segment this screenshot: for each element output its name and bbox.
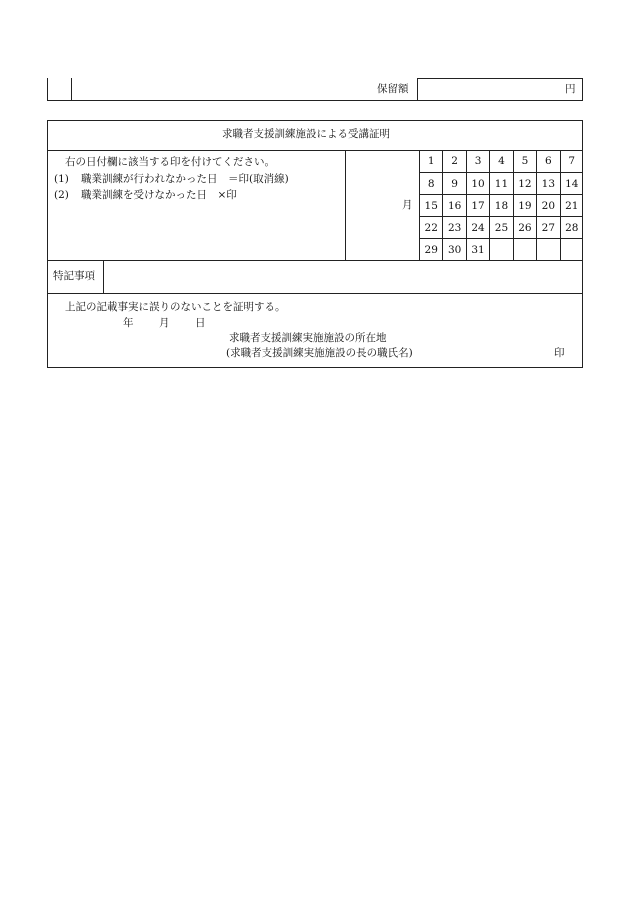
calendar-day-25: 25: [489, 216, 512, 238]
calendar-day-27: 27: [536, 216, 559, 238]
item2-number: (2): [54, 189, 69, 201]
calendar-day-6: 6: [536, 150, 559, 172]
month-label-date: 月: [159, 317, 170, 329]
calendar-day-5: 5: [513, 150, 536, 172]
calendar-day-21: 21: [560, 194, 583, 216]
calendar-grid: [419, 150, 583, 260]
calendar-empty-cell: [489, 238, 512, 260]
calendar-day-30: 30: [442, 238, 465, 260]
calendar-day-4: 4: [489, 150, 512, 172]
calendar-day-3: 3: [466, 150, 489, 172]
special-notes-divider: [103, 260, 104, 293]
facility-address-label: 求職者支援訓練実施施設の所在地: [229, 332, 387, 344]
calendar-day-26: 26: [513, 216, 536, 238]
item1-text: 職業訓練が行われなかった日 ＝印(取消線): [81, 173, 289, 185]
year-label: 年: [123, 317, 134, 329]
calendar-day-31: 31: [466, 238, 489, 260]
special-bottom-divider: [47, 293, 583, 294]
instruction-divider: [345, 150, 346, 260]
calendar-day-14: 14: [560, 172, 583, 194]
calendar-day-29: 29: [419, 238, 442, 260]
calendar-day-20: 20: [536, 194, 559, 216]
calendar-day-2: 2: [442, 150, 465, 172]
calendar-day-22: 22: [419, 216, 442, 238]
calendar-day-18: 18: [489, 194, 512, 216]
certificate-title: 求職者支援訓練施設による受講証明: [222, 128, 390, 140]
calendar-day-19: 19: [513, 194, 536, 216]
calendar-day-9: 9: [442, 172, 465, 194]
calendar-day-10: 10: [466, 172, 489, 194]
facility-head-label: (求職者支援訓練実施施設の長の職氏名): [226, 347, 413, 359]
calendar-day-12: 12: [513, 172, 536, 194]
top-row-top-border: [417, 78, 583, 79]
seal-mark: 印: [554, 347, 565, 359]
calendar-empty-cell: [513, 238, 536, 260]
calendar-day-24: 24: [466, 216, 489, 238]
month-label: 月: [402, 199, 413, 211]
special-top-divider: [47, 260, 583, 261]
retention-amount-label: 保留額: [377, 83, 409, 95]
yen-unit: 円: [565, 83, 576, 95]
calendar-day-1: 1: [419, 150, 442, 172]
special-notes-label: 特記事項: [53, 270, 95, 282]
certification-statement: 上記の記載事実に誤りのないことを証明する。: [65, 301, 286, 313]
calendar-day-17: 17: [466, 194, 489, 216]
item2-text: 職業訓練を受けなかった日 ×印: [81, 189, 237, 201]
top-row: [47, 78, 583, 101]
calendar-day-8: 8: [419, 172, 442, 194]
calendar-day-23: 23: [442, 216, 465, 238]
calendar-empty-cell: [536, 238, 559, 260]
calendar-day-11: 11: [489, 172, 512, 194]
top-row-divider-1: [71, 78, 72, 101]
calendar-day-13: 13: [536, 172, 559, 194]
calendar-day-15: 15: [419, 194, 442, 216]
calendar-day-7: 7: [560, 150, 583, 172]
calendar-day-16: 16: [442, 194, 465, 216]
instruction-text: 右の日付欄に該当する印を付けてください。: [65, 156, 275, 168]
top-row-divider-2: [417, 78, 418, 101]
calendar-empty-cell: [560, 238, 583, 260]
calendar-day-28: 28: [560, 216, 583, 238]
item1-number: (1): [54, 173, 69, 185]
day-label: 日: [195, 317, 206, 329]
